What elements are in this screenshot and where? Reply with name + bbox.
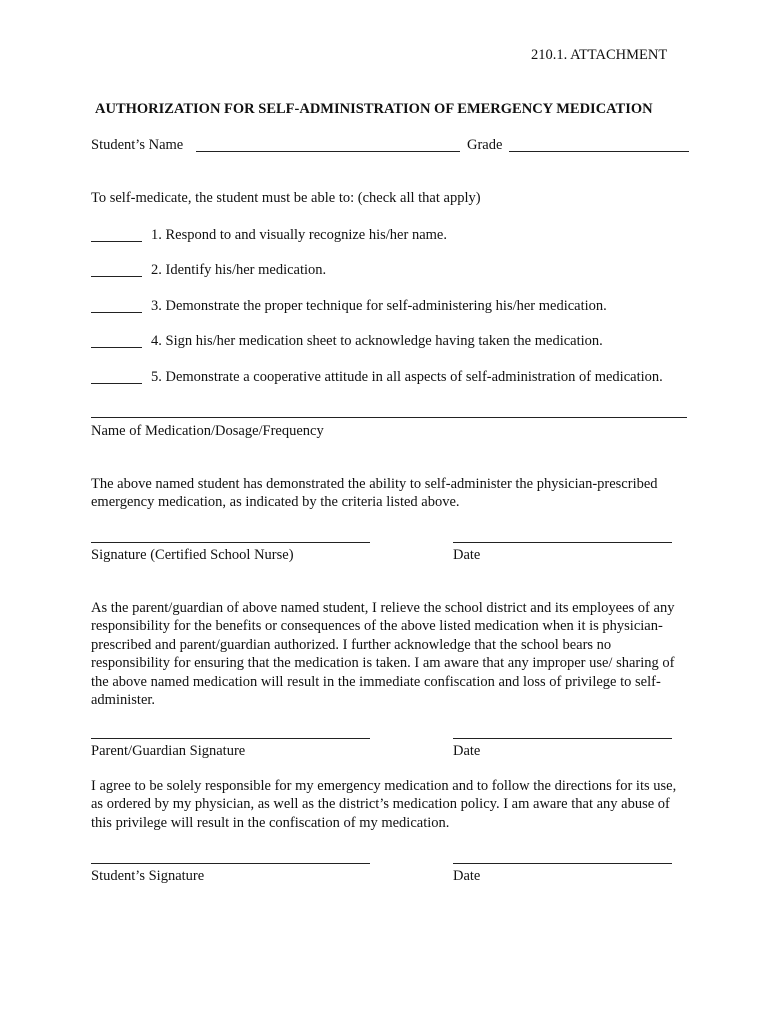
- criteria-item-1: 1. Respond to and visually recognize his/her name.: [151, 227, 447, 243]
- student-name-label: Student’s Name: [91, 137, 184, 153]
- nurse-signature-label: Signature (Certified School Nurse): [91, 547, 294, 563]
- student-statement: I agree to be solely responsible for my emergency medication and to follow the directions for its use, as ordered by my physician, as well as the district’s medication policy. I am aware that any abuse of this privilege will result in the confiscation of my medication.: [91, 778, 677, 831]
- criteria-check-line-3[interactable]: [91, 312, 142, 313]
- medication-label: Name of Medication/Dosage/Frequency: [91, 423, 324, 439]
- parent-signature-label: Parent/Guardian Signature: [91, 743, 246, 759]
- criteria-check-line-4[interactable]: [91, 347, 142, 348]
- medication-line[interactable]: [91, 417, 687, 418]
- nurse-signature-line[interactable]: [91, 542, 370, 543]
- criteria-item-3: 3. Demonstrate the proper technique for self-administering his/her medication.: [151, 298, 607, 314]
- criteria-item-4: 4. Sign his/her medication sheet to acknowledge having taken the medication.: [151, 333, 603, 349]
- parent-signature-line[interactable]: [91, 738, 370, 739]
- form-title: AUTHORIZATION FOR SELF-ADMINISTRATION OF EMERGENCY MEDICATION: [95, 101, 653, 117]
- nurse-statement: The above named student has demonstrated the ability to self-administer the physician-prescribed emergency medication, as indicated by the criteria listed above.: [91, 476, 658, 511]
- student-signature-label: Student’s Signature: [91, 868, 205, 884]
- student-date-label: Date: [453, 868, 481, 884]
- attachment-label: 210.1. ATTACHMENT: [531, 47, 668, 63]
- parent-date-label: Date: [453, 743, 481, 759]
- criteria-check-line-2[interactable]: [91, 276, 142, 277]
- grade-label: Grade: [467, 137, 503, 153]
- criteria-item-2: 2. Identify his/her medication.: [151, 262, 327, 278]
- criteria-check-line-1[interactable]: [91, 241, 142, 242]
- parent-statement: As the parent/guardian of above named student, I relieve the school district and its employees of any responsibility for the benefits or consequences of the above listed medication when it is physician-prescribed and parent/guardian authorized. I further acknowledge that the school bears no responsibility for ensuring that the medication is taken. I am aware that any improper use/ sharing of the above named medication will result in the immediate confiscation and loss of privilege to self-administer.: [91, 600, 675, 709]
- criteria-intro: To self-medicate, the student must be able to: (check all that apply): [91, 190, 481, 206]
- criteria-item-5: 5. Demonstrate a cooperative attitude in all aspects of self-administration of medication.: [151, 369, 663, 385]
- criteria-check-line-5[interactable]: [91, 383, 142, 384]
- nurse-date-label: Date: [453, 547, 481, 563]
- grade-line[interactable]: [509, 151, 689, 152]
- parent-date-line[interactable]: [453, 738, 672, 739]
- student-signature-line[interactable]: [91, 863, 370, 864]
- student-name-line[interactable]: [196, 151, 460, 152]
- nurse-date-line[interactable]: [453, 542, 672, 543]
- student-date-line[interactable]: [453, 863, 672, 864]
